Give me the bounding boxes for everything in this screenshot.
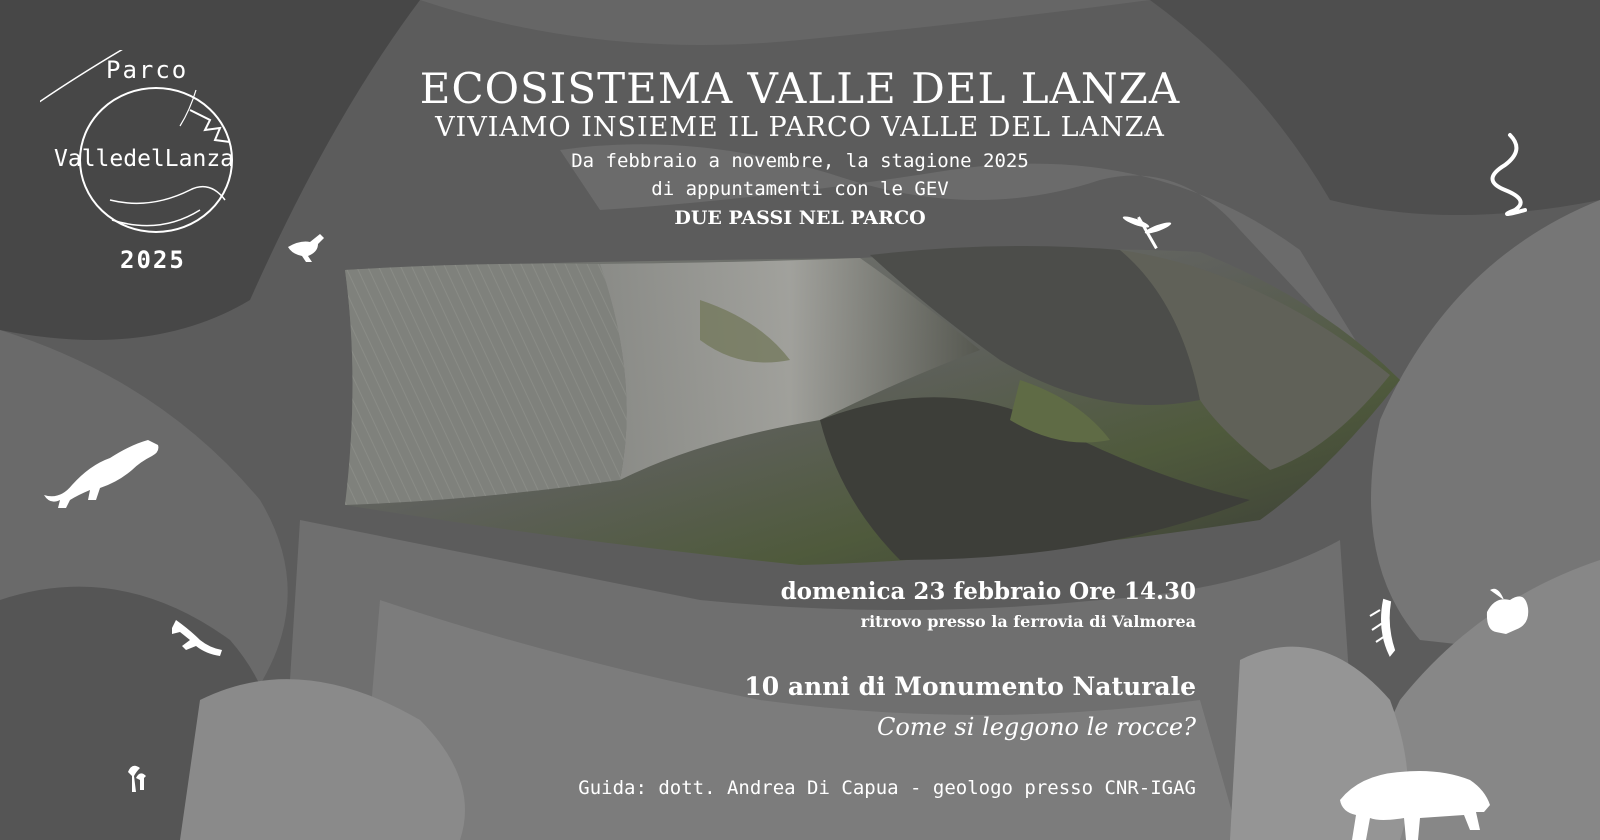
logo-year-text: 2025	[120, 246, 186, 274]
main-subtitle: VIVIAMO INSIEME IL PARCO VALLE DEL LANZA	[435, 112, 1165, 143]
logo-parco-text: Parco	[106, 56, 189, 84]
appointments-line: di appuntamenti con le GEV	[651, 178, 949, 200]
event-meeting-point: ritrovo presso la ferrovia di Valmorea	[860, 612, 1196, 631]
event-guide: Guida: dott. Andrea Di Capua - geologo presso CNR-IGAG	[578, 777, 1196, 799]
event-title: 10 anni di Monumento Naturale	[744, 672, 1196, 701]
event-subtitle: Come si leggono le rocce?	[877, 713, 1196, 741]
logo-name-text: ValledelLanza	[54, 146, 235, 172]
rock-photo	[345, 246, 1400, 565]
main-title: ECOSISTEMA VALLE DEL LANZA	[419, 64, 1181, 113]
season-line: Da febbraio a novembre, la stagione 2025	[571, 150, 1029, 172]
event-datetime: domenica 23 febbraio Ore 14.30	[780, 578, 1196, 605]
program-name: DUE PASSI NEL PARCO	[674, 207, 926, 229]
